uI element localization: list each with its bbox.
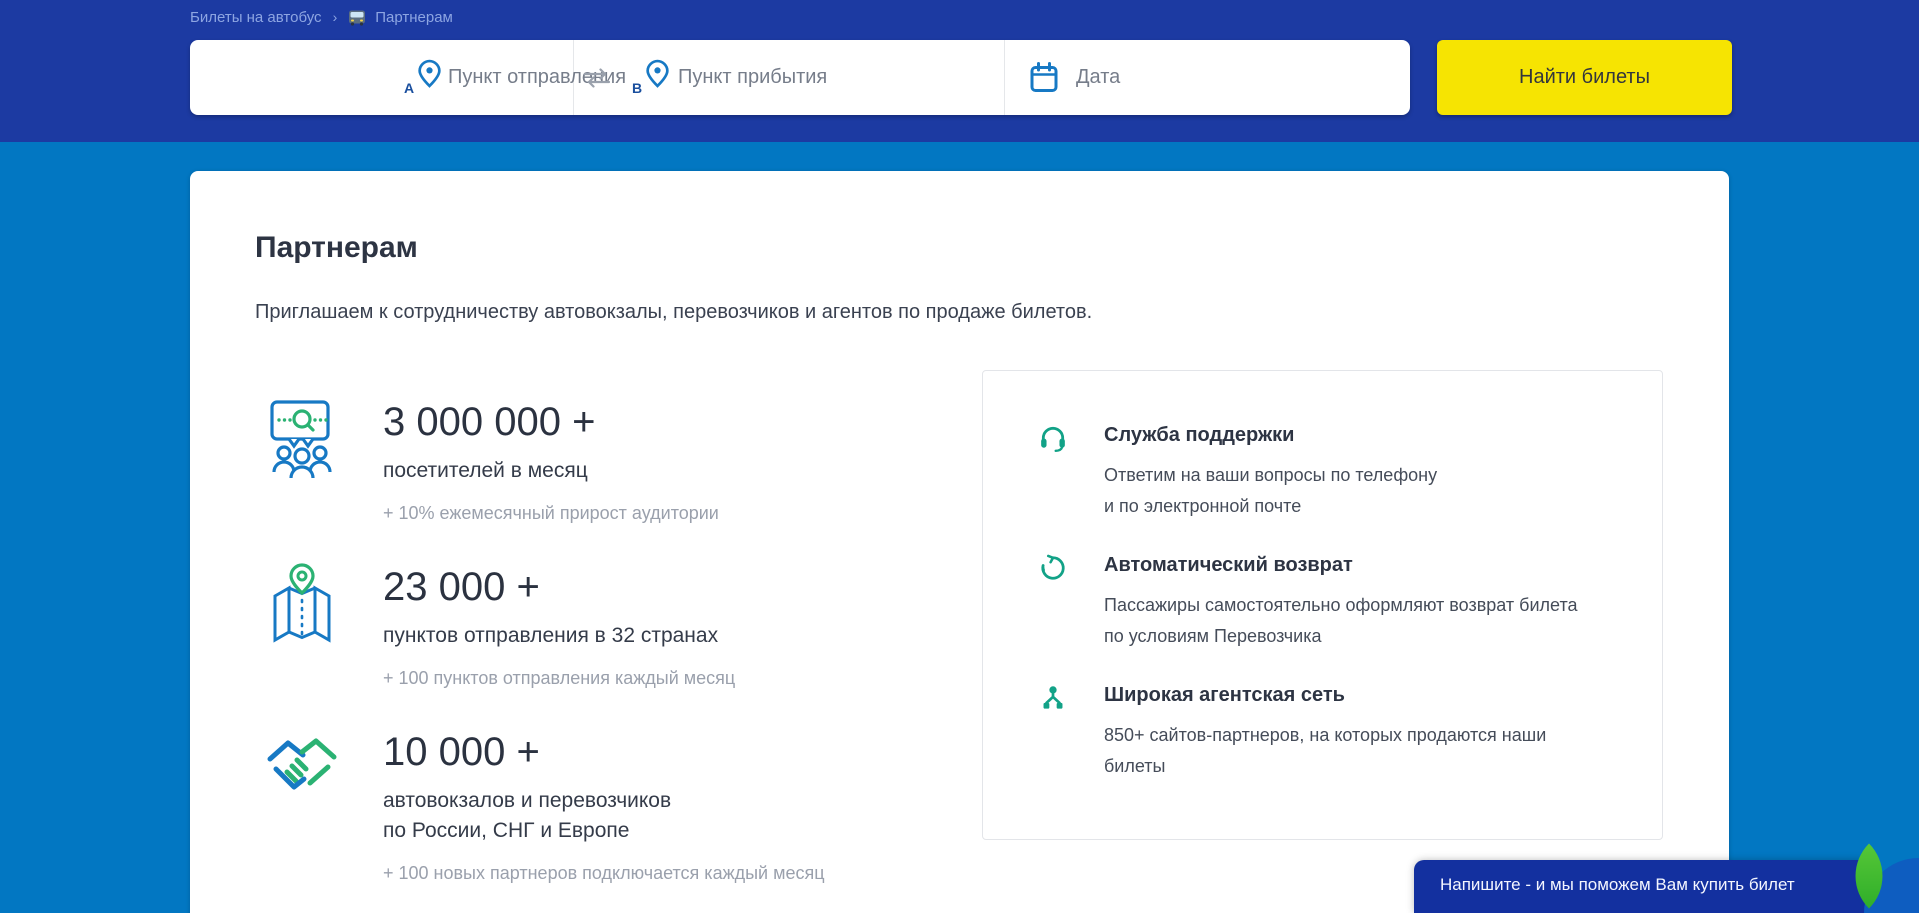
- audience-search-icon: [262, 397, 342, 481]
- stat-row: [262, 727, 825, 884]
- stat-label: автовокзалов и перевозчиков по России, СНГ и Европе: [383, 789, 672, 842]
- chat-banner[interactable]: [1414, 860, 1874, 913]
- site-header: [0, 0, 1919, 142]
- breadcrumb: [190, 5, 453, 29]
- feature-body: Пассажиры самостоятельно оформляют возврат билета по условиям Перевозчика: [1104, 595, 1578, 646]
- content-card: [190, 171, 1729, 913]
- chat-banner-text: Напишите - и мы поможем Вам купить билет: [1440, 875, 1795, 894]
- headset-icon: [1039, 424, 1067, 452]
- stat-label: посетителей в месяц: [383, 459, 588, 482]
- stat-note: + 10% ежемесячный прирост аудитории: [383, 503, 719, 523]
- breadcrumb-separator: ›: [332, 9, 338, 25]
- stat-note: + 100 новых партнеров подключается каждый месяц: [383, 863, 825, 883]
- page-intro: Приглашаем к сотрудничеству автовокзалы, перевозчиков и агентов по продаже билетов.: [255, 301, 1093, 323]
- feature-title: Служба поддержки: [1104, 424, 1295, 446]
- feature-item: [1039, 683, 1604, 782]
- feature-item: [1039, 423, 1604, 522]
- calendar-icon: [1028, 61, 1060, 95]
- feature-title: Автоматический возврат: [1104, 554, 1353, 576]
- pin-b-icon: B: [632, 59, 670, 97]
- swap-directions-icon[interactable]: [582, 68, 612, 88]
- stat-row: [262, 562, 735, 689]
- stat-row: [262, 397, 719, 524]
- features-panel: [982, 370, 1663, 840]
- feature-item: [1039, 553, 1604, 652]
- stat-value: 23 000 +: [383, 565, 540, 609]
- page-title: Партнерам: [255, 231, 418, 264]
- feature-title: Широкая агентская сеть: [1104, 684, 1345, 706]
- breadcrumb-current: Партнерам: [375, 8, 453, 26]
- feature-body: Ответим на ваши вопросы по телефону и по электронной почте: [1104, 465, 1438, 516]
- map-route-icon: [262, 562, 342, 646]
- agent-network-icon: [1039, 684, 1067, 712]
- auto-return-icon: [1039, 554, 1067, 582]
- search-bar: [190, 40, 1410, 115]
- pin-a-icon: A: [404, 59, 442, 97]
- handshake-icon: [262, 727, 342, 811]
- arrival-input[interactable]: [678, 40, 978, 115]
- find-tickets-button[interactable]: Найти билеты: [1437, 40, 1732, 115]
- stat-value: 3 000 000 +: [383, 400, 596, 444]
- stat-value: 10 000 +: [383, 730, 540, 774]
- feature-body: 850+ сайтов-партнеров, на которых продаются наши билеты: [1104, 725, 1547, 776]
- field-divider: [1004, 40, 1005, 115]
- breadcrumb-link-home[interactable]: Билеты на автобус: [190, 8, 322, 26]
- stat-label: пунктов отправления в 32 странах: [383, 624, 719, 647]
- stat-note: + 100 пунктов отправления каждый месяц: [383, 668, 736, 688]
- date-input[interactable]: [1076, 40, 1326, 115]
- bus-icon: [348, 10, 366, 26]
